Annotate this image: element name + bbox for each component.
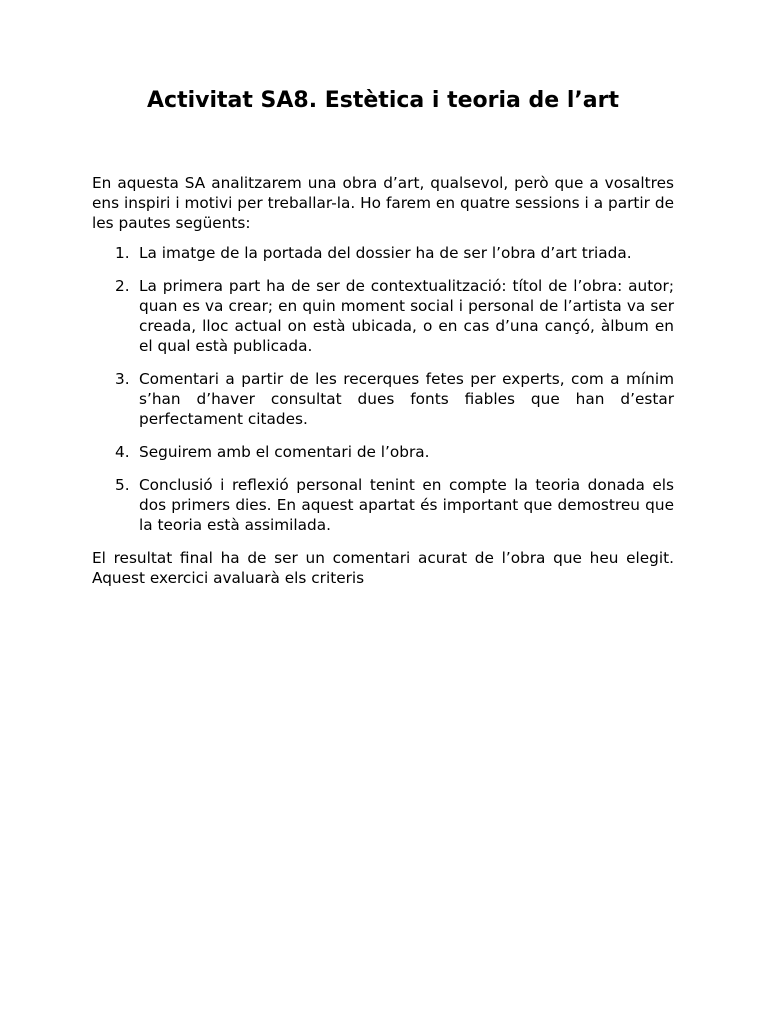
list-item — [92, 276, 674, 356]
list-item — [92, 369, 674, 429]
document-title: Activitat SA8. Estètica i teoria de l’art — [147, 88, 619, 113]
list-item — [92, 243, 674, 263]
list-item — [92, 475, 674, 535]
intro-paragraph: En aquesta SA analitzarem una obra d’art, qualsevol, però que a vosaltres ens inspiri i motivi per treballar-la. Ho farem en quatre sessions i a partir de les pautes següents: — [92, 174, 674, 232]
document-page — [92, 86, 674, 588]
list-item-number: 5. — [115, 476, 130, 494]
list-item — [92, 442, 674, 462]
list-item-text: Conclusió i reflexió personal tenint en compte la teoria donada els dos primers dies. En aquest apartat és important que demostreu que la teoria està assimilada. — [139, 476, 674, 534]
list-item-number: 2. — [115, 277, 130, 295]
list-item-number: 1. — [115, 244, 130, 262]
steps-list — [92, 243, 674, 535]
closing-paragraph: El resultat final ha de ser un comentari acurat de l’obra que heu elegit. Aquest exercici avaluarà els criteris — [92, 549, 674, 587]
list-item-text: La imatge de la portada del dossier ha de ser l’obra d’art triada. — [139, 244, 632, 262]
list-item-text: La primera part ha de ser de contextualització: títol de l’obra: autor; quan es va crear; en quin moment social i personal de l’artista va ser creada, lloc actual on està ubicada, o en cas d’una cançó, àlbum en el qual està publicada. — [139, 277, 674, 355]
list-item-number: 4. — [115, 443, 130, 461]
list-item-number: 3. — [115, 370, 130, 388]
list-item-text: Seguirem amb el comentari de l’obra. — [139, 443, 430, 461]
list-item-text: Comentari a partir de les recerques fetes per experts, com a mínim s’han d’haver consultat dues fonts fiables que han d’estar perfectament citades. — [139, 370, 674, 428]
